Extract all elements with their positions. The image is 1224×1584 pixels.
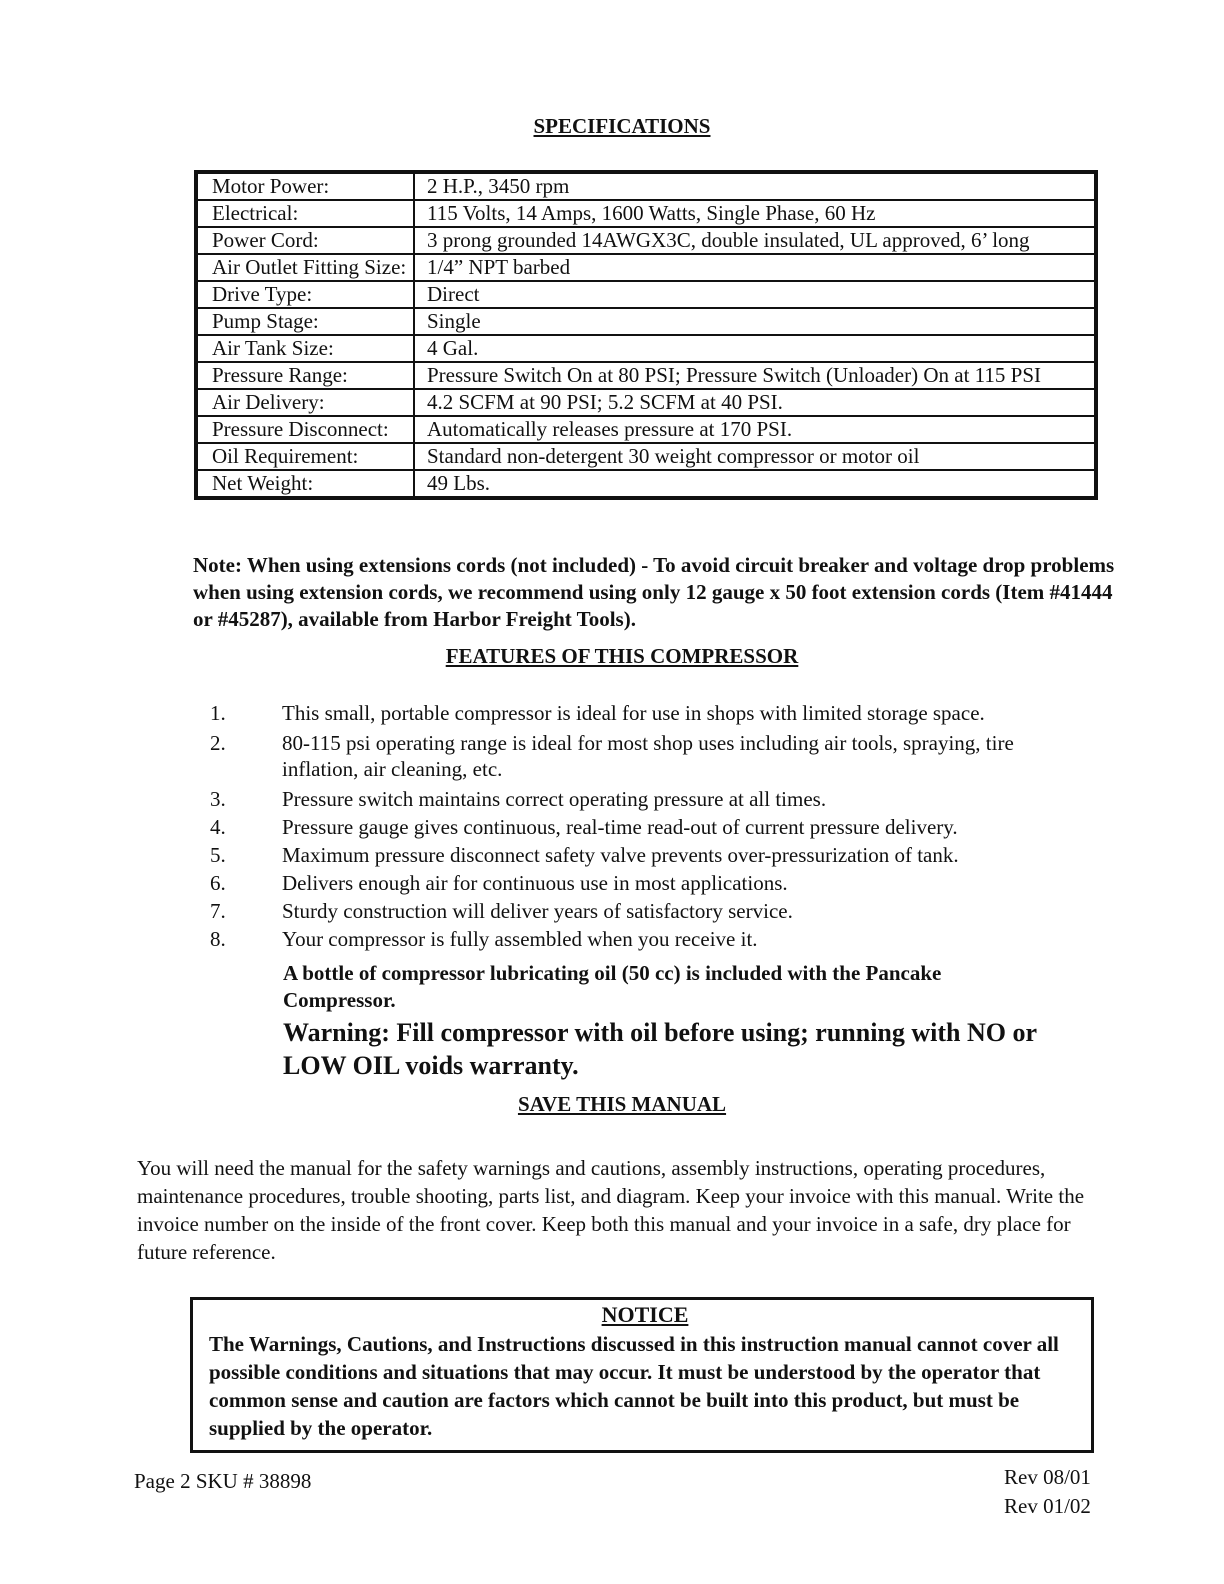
feature-number: 8. [210, 927, 226, 951]
notice-title: NOTICE [601, 1302, 689, 1327]
spec-row [196, 335, 1096, 362]
notice-box [190, 1297, 1094, 1453]
feature-number: 4. [210, 815, 226, 839]
specifications-heading: SPECIFICATIONS [533, 114, 711, 138]
spec-label: Air Tank Size: [196, 335, 414, 362]
save-manual-heading: SAVE THIS MANUAL [517, 1092, 727, 1116]
feature-number: 2. [210, 731, 226, 755]
specifications-table [194, 170, 1098, 500]
spec-row [196, 416, 1096, 443]
extension-cord-note: Note: When using extensions cords (not included) - To avoid circuit breaker and voltage drop problems when using extension cords, we recommend using only 12 gauge x 50 foot extension cords (Item #41444 or #45287), available from Harbor Freight Tools). [193, 553, 1115, 631]
feature-text: Pressure switch maintains correct operating pressure at all times. [282, 787, 827, 811]
save-manual-text: You will need the manual for the safety warnings and cautions, assembly instructions, operating procedures, maintenance procedures, trouble shooting, parts list, and diagram. Keep your invoice with this manual. Write the invoice number on the inside of the front cover. Keep both this manual and your invoice in a safe, dry place for future reference. [137, 1156, 1085, 1264]
spec-label: Air Outlet Fitting Size: [196, 254, 414, 281]
spec-label: Motor Power: [196, 172, 414, 200]
oil-included-note: A bottle of compressor lubricating oil (50 cc) is included with the Pancake Compressor. [283, 961, 942, 1012]
spec-value: 4 Gal. [414, 335, 1096, 362]
oil-warning: Warning: Fill compressor with oil before using; running with NO or LOW OIL voids warranty. [283, 1018, 1037, 1080]
spec-value: Single [414, 308, 1096, 335]
spec-value: 49 Lbs. [414, 470, 1096, 498]
spec-value: 2 H.P., 3450 rpm [414, 172, 1096, 200]
feature-number: 3. [210, 787, 226, 811]
feature-number: 7. [210, 899, 226, 923]
spec-row [196, 200, 1096, 227]
spec-row [196, 172, 1096, 200]
spec-value: 1/4” NPT barbed [414, 254, 1096, 281]
spec-value: Pressure Switch On at 80 PSI; Pressure Switch (Unloader) On at 115 PSI [414, 362, 1096, 389]
spec-value: 115 Volts, 14 Amps, 1600 Watts, Single Phase, 60 Hz [414, 200, 1096, 227]
spec-label: Net Weight: [196, 470, 414, 498]
feature-number: 1. [210, 701, 226, 725]
feature-number: 5. [210, 843, 226, 867]
spec-row [196, 470, 1096, 498]
feature-text: This small, portable compressor is ideal for use in shops with limited storage space. [282, 701, 985, 725]
feature-text: Your compressor is fully assembled when you receive it. [282, 927, 758, 951]
footer-page-sku: Page 2 SKU # 38898 [134, 1469, 312, 1493]
spec-row [196, 254, 1096, 281]
spec-row [196, 308, 1096, 335]
spec-row [196, 443, 1096, 470]
footer-rev-2: Rev 01/02 [1004, 1494, 1091, 1518]
feature-number: 6. [210, 871, 226, 895]
spec-row [196, 281, 1096, 308]
spec-row [196, 362, 1096, 389]
spec-value: Automatically releases pressure at 170 PSI. [414, 416, 1096, 443]
spec-value: 4.2 SCFM at 90 PSI; 5.2 SCFM at 40 PSI. [414, 389, 1096, 416]
feature-text: Pressure gauge gives continuous, real-time read-out of current pressure delivery. [282, 815, 958, 839]
spec-value: 3 prong grounded 14AWGX3C, double insulated, UL approved, 6’ long [414, 227, 1096, 254]
notice-text: The Warnings, Cautions, and Instructions discussed in this instruction manual cannot cover all possible conditions and situations that may occur. It must be understood by the operator that common sense and caution are factors which cannot be built into this product, but must be supplied by the operator. [209, 1332, 1059, 1440]
spec-value: Standard non-detergent 30 weight compressor or motor oil [414, 443, 1096, 470]
spec-label: Pressure Range: [196, 362, 414, 389]
feature-text: Maximum pressure disconnect safety valve prevents over-pressurization of tank. [282, 843, 959, 867]
spec-label: Air Delivery: [196, 389, 414, 416]
spec-label: Electrical: [196, 200, 414, 227]
spec-row [196, 389, 1096, 416]
spec-value: Direct [414, 281, 1096, 308]
spec-label: Power Cord: [196, 227, 414, 254]
spec-label: Oil Requirement: [196, 443, 414, 470]
features-heading: FEATURES OF THIS COMPRESSOR [445, 644, 799, 668]
spec-label: Drive Type: [196, 281, 414, 308]
footer-rev-1: Rev 08/01 [1004, 1465, 1091, 1489]
spec-label: Pressure Disconnect: [196, 416, 414, 443]
spec-label: Pump Stage: [196, 308, 414, 335]
feature-text: Delivers enough air for continuous use in most applications. [282, 871, 788, 895]
feature-text: 80-115 psi operating range is ideal for most shop uses including air tools, spraying, tire inflation, air cleaning, etc. [282, 731, 1014, 781]
spec-row [196, 227, 1096, 254]
feature-text: Sturdy construction will deliver years of satisfactory service. [282, 899, 793, 923]
